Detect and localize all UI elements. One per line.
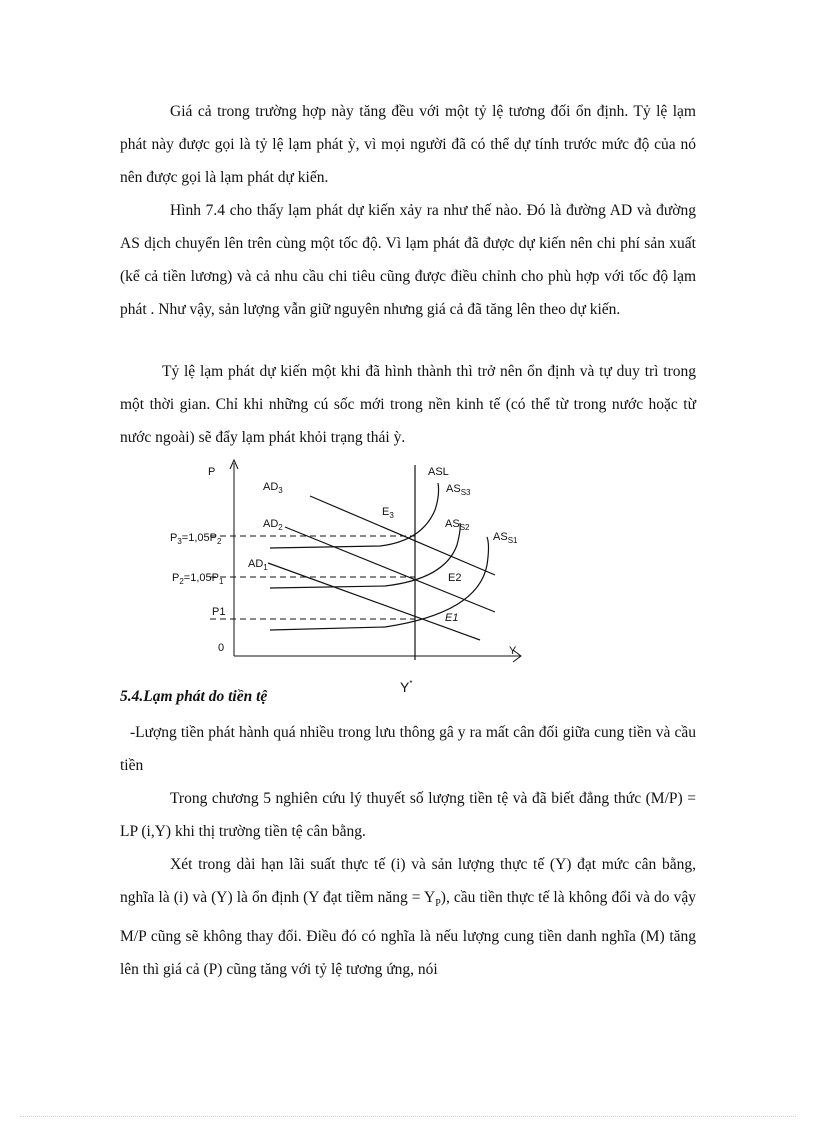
- long-run-text-part2: ), cầu tiền thực tế là không đổi và do vậy M/P cũng sẽ không thay đổi. Điều đó có nghĩa là nếu lượng cung tiền danh nghĩa (M) tăng lên thì giá cả (P) cũng tăng với tỷ lệ tương ứng, nói: [120, 889, 696, 979]
- ad3-curve: [310, 496, 495, 575]
- long-run-text-part1: Xét trong dài hạn lãi suất thực tế (i) và sản lượng thực tế (Y) đạt mức cân bằng, nghĩa là (i) và (Y) là ổn định (Y đạt tiềm năng = Y: [120, 856, 696, 906]
- paragraph-money-supply: -Lượng tiền phát hành quá nhiều trong lưu thông gâ y ra mất cân đối giữa cung tiền và cầu tiền: [120, 724, 696, 774]
- as1-label: $AS_{S1}$: [493, 531, 518, 545]
- ad1-label: $AD_1$: [248, 558, 268, 572]
- paragraph-expected-inflation: Tỷ lệ lạm phát dự kiến một khi đã hình thành thì trở nên ổn định và tự duy trì trong một thời gian. Chỉ khi những cú sốc mới trong nền kinh tế (có thể từ trong nước hoặc từ nước ngoài) sẽ đẩy lạm phát khỏi trạng thái ỳ.: [120, 363, 696, 446]
- asl-label: ASL: [428, 466, 449, 478]
- y-axis-label: P: [208, 466, 216, 478]
- section-heading-monetary-inflation: 5.4.Lạm phát do tiền tệ: [120, 688, 268, 705]
- ad3-label: $AD_3$: [263, 481, 283, 495]
- figure-7-4-expected-inflation: [160, 455, 540, 695]
- p2-label: $P_2=1,05P_1$: [172, 572, 224, 586]
- paragraph-figure-description: Hình 7.4 cho thấy lạm phát dự kiến xảy ra như thế nào. Đó là đường AD và đường AS dịch chuyển lên trên cùng một tốc độ. Vì lạm phát đã được dự kiến nên chi phí sản xuất (kể cả tiền lương) và cả nhu cầu chi tiêu cũng được điều chỉnh cho phù hợp với tốc độ lạm phát . Như vậy, sản lượng vẫn giữ nguyên nhưng giá cả đã tăng lên theo dự kiến.: [120, 202, 696, 318]
- p3-label: $P_3=1,05P_2$: [170, 532, 222, 546]
- potential-subscript: P: [435, 898, 441, 910]
- paragraph-quantity-theory: Trong chương 5 nghiên cứu lý thuyết số lượng tiền tệ và đã biết đẳng thức (M/P) = LP (i,Y) khi thị trường tiền tệ cân bằng.: [120, 790, 696, 840]
- e1-label: E1: [445, 612, 459, 624]
- ad2-label: $AD_2$: [263, 518, 283, 532]
- x-axis-label: Y: [509, 645, 517, 657]
- as2-label: $AS_{S2}$: [445, 518, 470, 532]
- e2-label: E2: [448, 572, 462, 584]
- ad2-curve: [285, 527, 495, 612]
- origin-label: 0: [218, 642, 225, 654]
- paragraph-inertial-inflation: Giá cả trong trường hợp này tăng đều với một tỷ lệ tương đối ổn định. Tỷ lệ lạm phát này được gọi là tỷ lệ lạm phát ỳ, vì mọi người đã có thể dự tính trước mức độ của nó nên được gọi là lạm phát dự kiến.: [120, 103, 696, 186]
- page-bottom-rule: [20, 1116, 796, 1117]
- p1-label: P1: [212, 606, 226, 618]
- potential-output-label: Y*: [400, 679, 413, 695]
- paragraph-long-run: [120, 848, 696, 986]
- e3-label: $E_3$: [382, 506, 394, 520]
- as3-label: $AS_{S3}$: [446, 483, 471, 497]
